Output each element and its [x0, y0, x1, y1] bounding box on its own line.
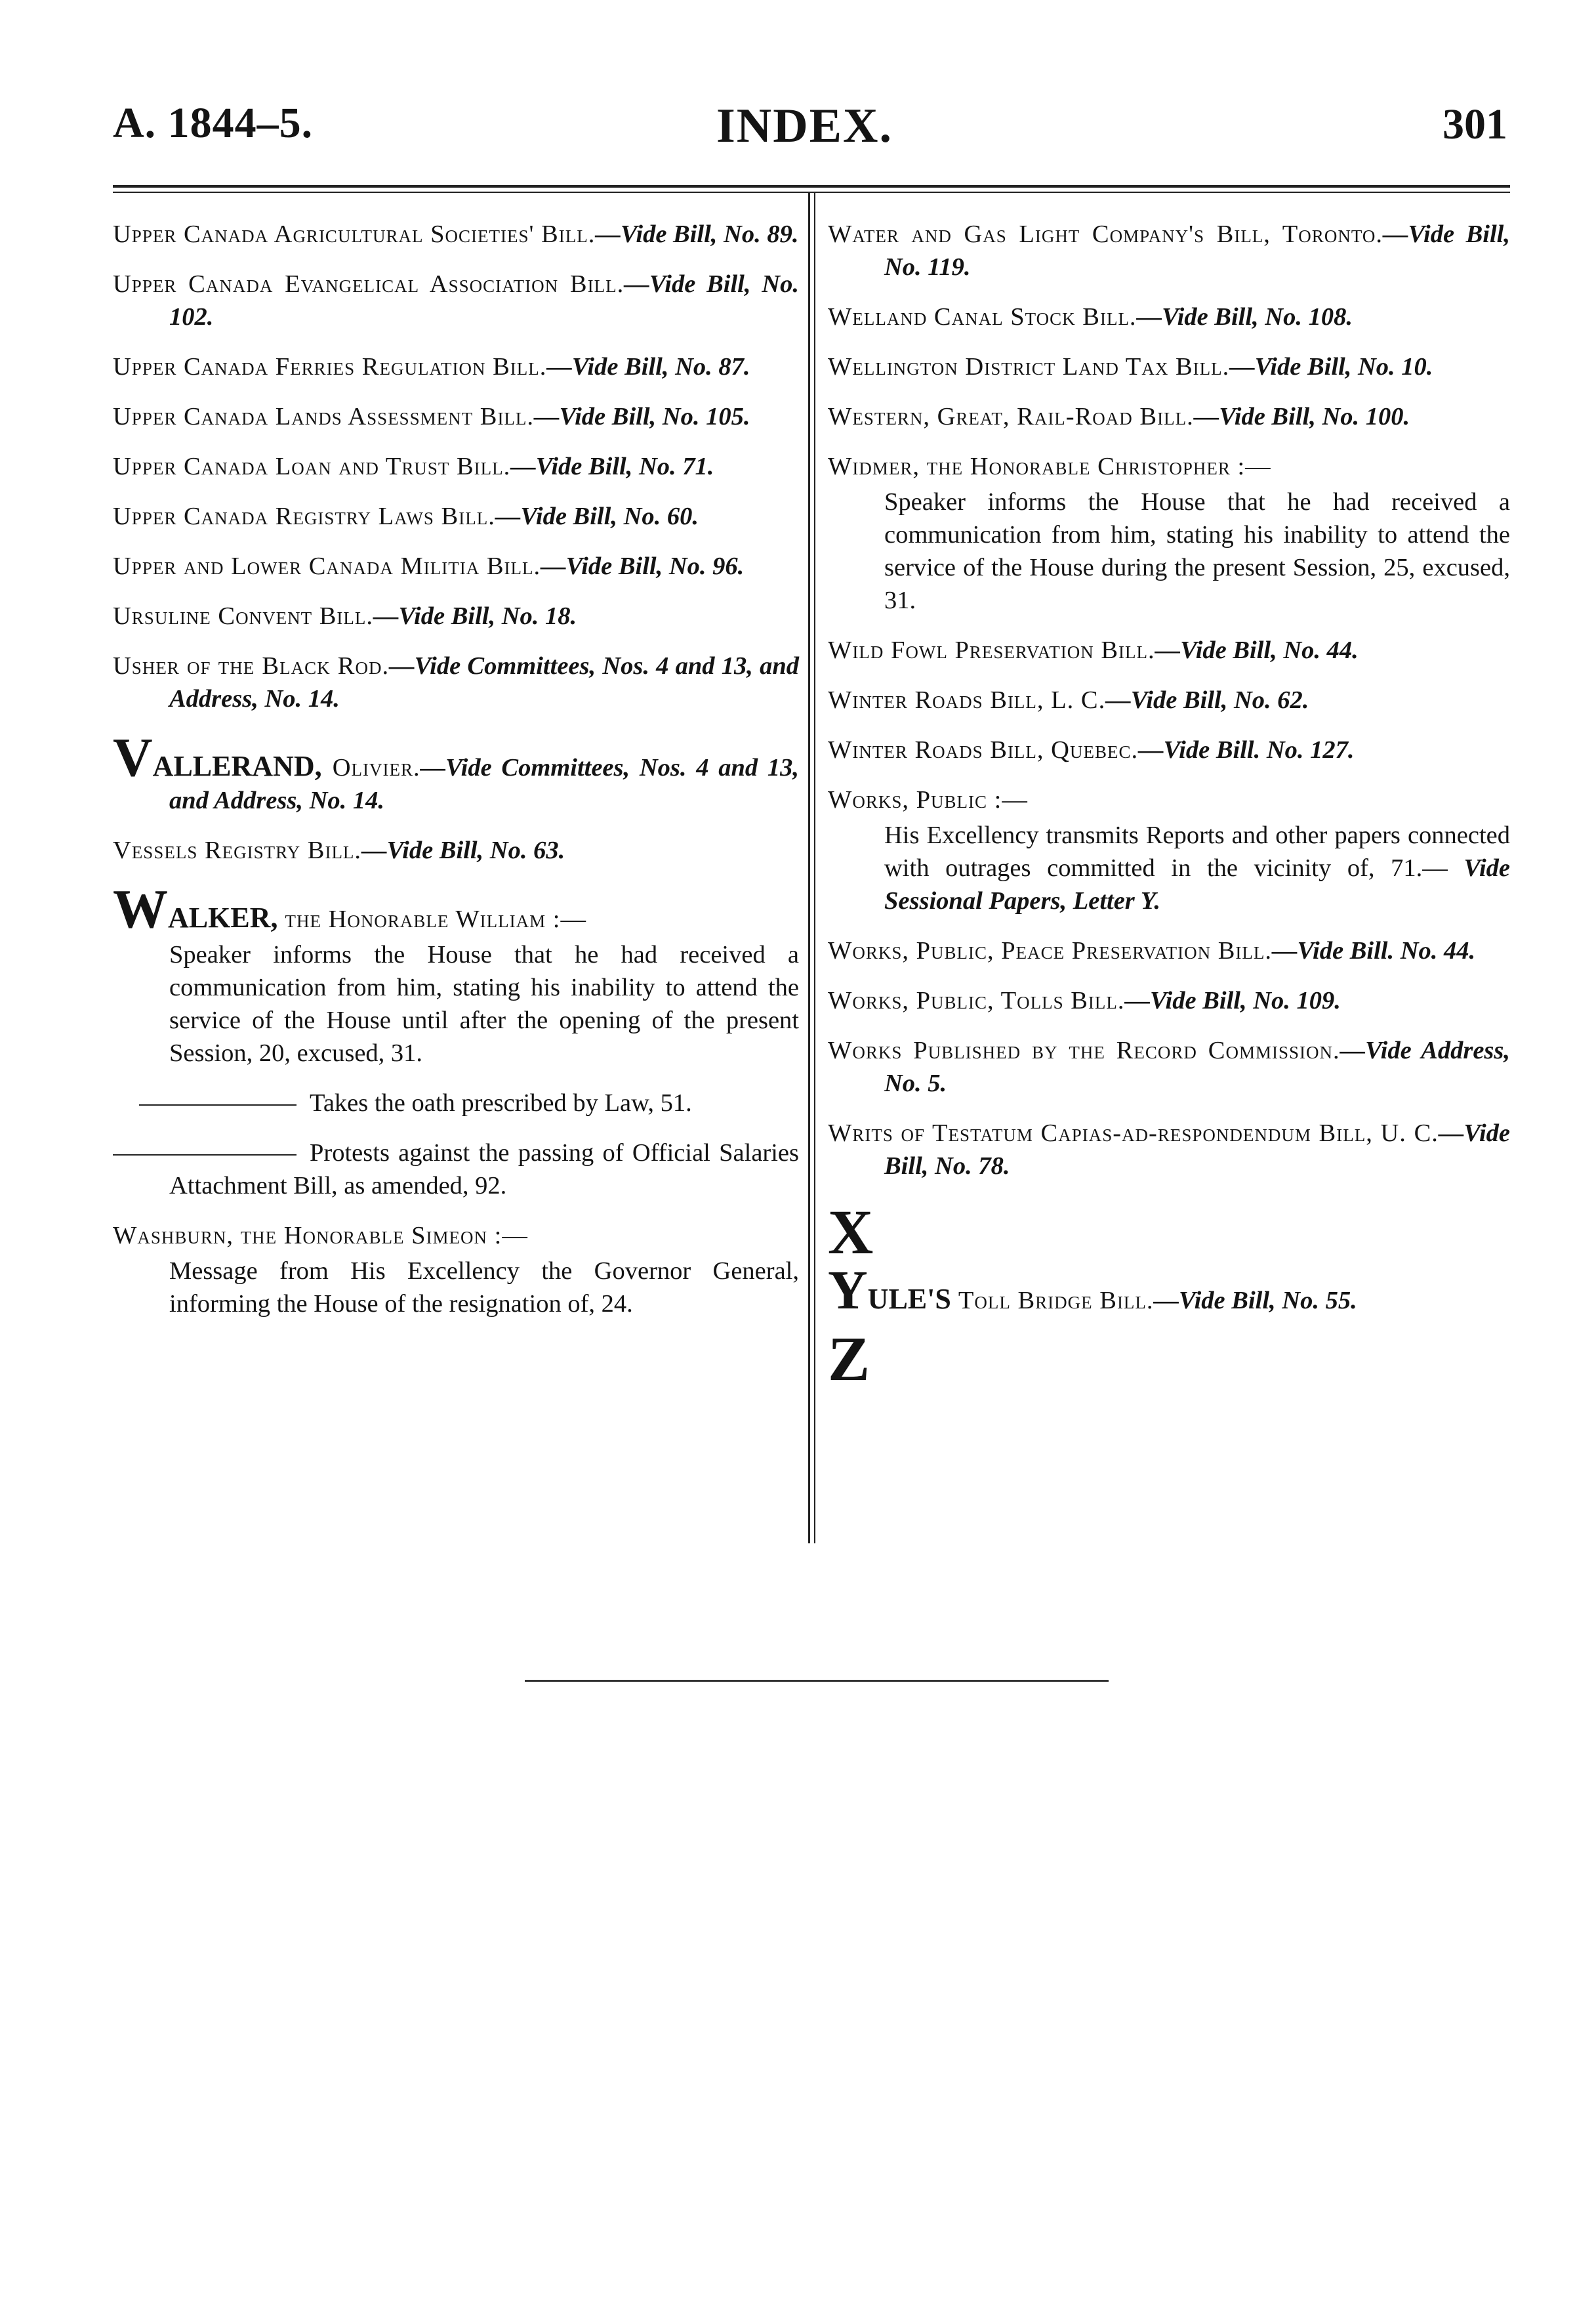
right-column	[828, 218, 1510, 1401]
ditto-rule	[113, 1154, 297, 1156]
index-entry: Upper Canada Registry Laws Bill.—Vide Bill, No. 60.	[113, 503, 699, 530]
index-entry: Upper Canada Agricultural Societies' Bill.—Vide Bill, No. 89.	[113, 220, 799, 248]
widmer-subentry: Speaker informs the House that he had received a communication from him, stating his inability to attend the service of the House during the present Session, 25, excused, 31.	[884, 488, 1510, 614]
index-entry-vallerand: VALLERAND, Olivier.—Vide Committees, Nos. 4 and 13, and Address, No. 14.	[113, 727, 800, 814]
index-entry: Usher of the Black Rod.—Vide Committees, Nos. 4 and 13, and Address, No. 14.	[113, 652, 799, 713]
page-header-session: A. 1844–5.	[113, 99, 314, 147]
index-entry: Wellington District Land Tax Bill.—Vide Bill, No. 10.	[828, 353, 1433, 381]
left-column	[113, 218, 799, 1337]
page-number: 301	[1443, 100, 1507, 148]
header-rule-thin	[113, 192, 1510, 193]
section-letter-z: Z	[828, 1324, 870, 1394]
works-subentry: His Excellency transmits Reports and other papers connected with outrages committed in the vicinity of, 71.— Vide Sessional Papers, Letter Y.	[884, 822, 1510, 915]
index-entry-widmer: Widmer, the Honorable Christopher :—	[828, 453, 1271, 480]
index-entry: Vessels Registry Bill.—Vide Bill, No. 63.	[113, 837, 565, 864]
index-entry: Wild Fowl Preservation Bill.—Vide Bill, No. 44.	[828, 636, 1359, 664]
index-entry-yule: YULE'S Toll Bridge Bill.—Vide Bill, No. 55.	[828, 1260, 1357, 1321]
index-entry: Ursuline Convent Bill.—Vide Bill, No. 18.	[113, 602, 577, 630]
index-entry: Writs of Testatum Capias-ad-respondendum Bill, U. C.—Vide Bill, No. 78.	[828, 1119, 1510, 1180]
index-entry-walker: WALKER, the Honorable William :—	[113, 879, 586, 940]
index-entry: Upper Canada Ferries Regulation Bill.—Vide Bill, No. 87.	[113, 353, 750, 381]
index-entry: Upper and Lower Canada Militia Bill.—Vide Bill, No. 96.	[113, 553, 745, 580]
ditto-rule	[139, 1104, 297, 1106]
index-entry: Upper Canada Lands Assessment Bill.—Vide Bill, No. 105.	[113, 403, 750, 430]
index-entry-works-public: Works, Public :—	[828, 786, 1028, 814]
closing-rule	[525, 1680, 1109, 1682]
index-entry-washburn: Washburn, the Honorable Simeon :—	[113, 1222, 528, 1249]
header-rule-thick	[113, 185, 1510, 188]
walker-subentry-protests: Protests against the passing of Official Salaries Attachment Bill, as amended, 92.	[113, 1137, 799, 1202]
index-entry: Western, Great, Rail-Road Bill.—Vide Bill, No. 100.	[828, 403, 1410, 430]
index-entry: Winter Roads Bill, L. C.—Vide Bill, No. 62.	[828, 686, 1309, 714]
column-divider-inner	[814, 192, 815, 1543]
index-entry: Water and Gas Light Company's Bill, Toronto.—Vide Bill, No. 119.	[828, 220, 1511, 281]
page-title: INDEX.	[716, 99, 893, 153]
index-entry: Upper Canada Loan and Trust Bill.—Vide Bill, No. 71.	[113, 453, 714, 480]
index-entry: Works, Public, Tolls Bill.—Vide Bill, No. 109.	[828, 987, 1341, 1014]
walker-subentry-oath: Takes the oath prescribed by Law, 51.	[113, 1087, 799, 1119]
column-divider	[808, 192, 810, 1543]
index-entry: Welland Canal Stock Bill.—Vide Bill, No. 108.	[828, 303, 1353, 331]
index-entry: Works Published by the Record Commission.—Vide Address, No. 5.	[828, 1037, 1510, 1097]
section-letter-x: X	[828, 1197, 874, 1267]
index-entry: Upper Canada Evangelical Association Bill.—Vide Bill, No. 102.	[113, 270, 799, 331]
washburn-subentry: Message from His Excellency the Governor General, informing the House of the resignation of, 24.	[169, 1257, 799, 1318]
walker-subentry: Speaker informs the House that he had received a communication from him, stating his inability to attend the service of the House until after the opening of the present Session, 20, excused, 31.	[169, 941, 799, 1067]
index-entry: Winter Roads Bill, Quebec.—Vide Bill. No. 127.	[828, 736, 1355, 764]
index-entry: Works, Public, Peace Preservation Bill.—Vide Bill. No. 44.	[828, 937, 1476, 965]
